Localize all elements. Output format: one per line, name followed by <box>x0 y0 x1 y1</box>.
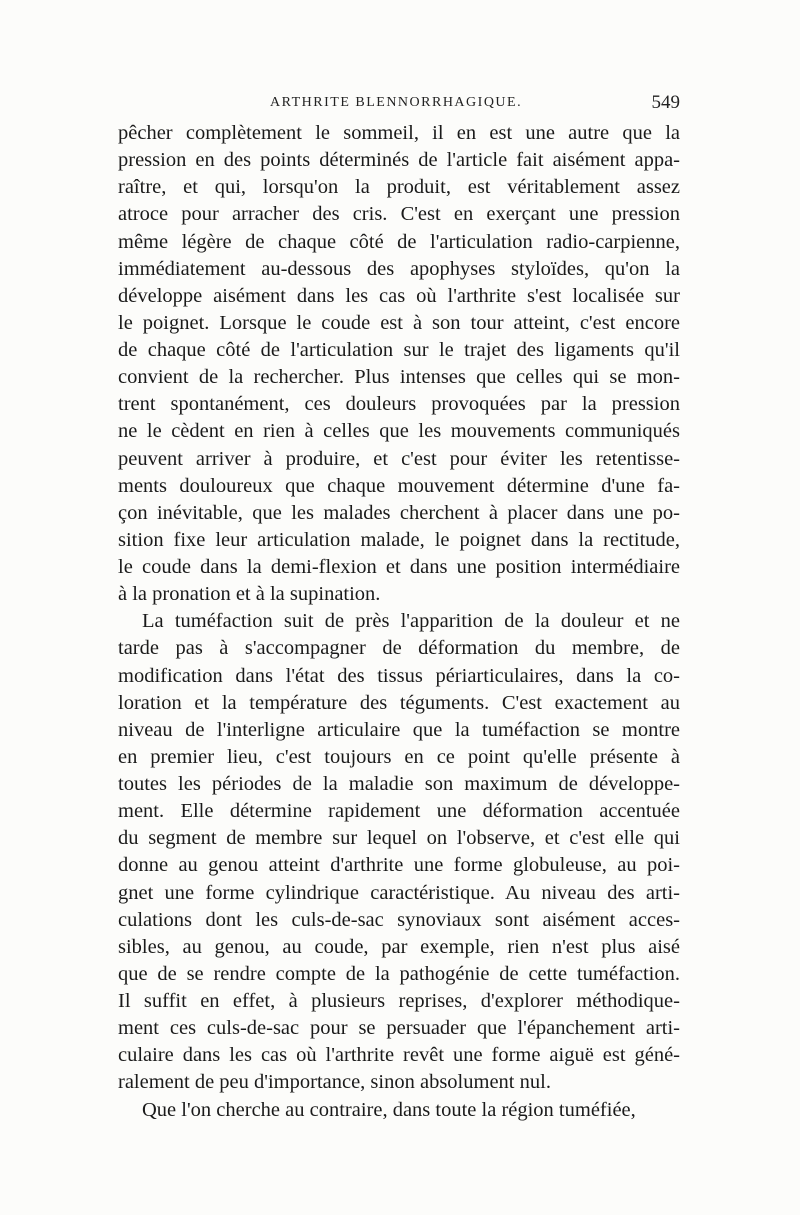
text-line: ments douloureux que chaque mouvement détermine d'une fa- <box>118 474 680 497</box>
text-line: sibles, au genou, au coude, par exemple, rien n'est plus aisé <box>118 935 680 958</box>
text-line: convient de la rechercher. Plus intenses que celles qui se mon- <box>118 366 680 389</box>
text-line: du segment de membre sur lequel on l'observe, et c'est elle qui <box>118 827 680 850</box>
text-line: que de se rendre compte de la pathogénie de cette tuméfaction. <box>118 962 680 985</box>
text-line: donne au genou atteint d'arthrite une forme globuleuse, au poi- <box>118 854 680 877</box>
text-line: à la pronation et à la supination. <box>118 583 381 606</box>
page-number: 549 <box>651 92 680 113</box>
text-line: çon inévitable, que les malades cherchent à placer dans une po- <box>118 501 680 524</box>
text-line: gnet une forme cylindrique caractéristique. Au niveau des arti- <box>118 881 680 904</box>
body-text <box>118 120 680 1124</box>
text-line: pression en des points déterminés de l'article fait aisément appa- <box>118 149 680 172</box>
text-line: tarde pas à s'accompagner de déformation du membre, de <box>118 637 680 660</box>
text-line: modification dans l'état des tissus périarticulaires, dans la co- <box>118 664 680 687</box>
text-line: Il suffit en effet, à plusieurs reprises, d'explorer méthodique- <box>118 990 680 1012</box>
text-line: le coude dans la demi-flexion et dans une position intermédiaire <box>118 556 680 578</box>
text-line: en premier lieu, c'est toujours en ce point qu'elle présente à <box>118 745 680 768</box>
text-line: pêcher complètement le sommeil, il en est une autre que la <box>118 122 680 144</box>
text-line: développe aisément dans les cas où l'arthrite s'est localisée sur <box>118 284 680 307</box>
text-line: atroce pour arracher des cris. C'est en exerçant une pression <box>118 203 680 226</box>
text-line: ment. Elle détermine rapidement une déformation accentuée <box>118 800 680 823</box>
text-line: ment ces culs-de-sac pour se persuader que l'épanchement arti- <box>118 1017 680 1040</box>
text-line: La tuméfaction suit de près l'apparition de la douleur et ne <box>142 610 680 633</box>
text-line: ralement de peu d'importance, sinon absolument nul. <box>118 1071 551 1094</box>
text-line: trent spontanément, ces douleurs provoquées par la pression <box>118 393 680 416</box>
text-line: peuvent arriver à produire, et c'est pour éviter les retentisse- <box>118 447 680 470</box>
text-line: de chaque côté de l'articulation sur le trajet des ligaments qu'il <box>118 339 680 361</box>
text-line: le poignet. Lorsque le coude est à son tour atteint, c'est encore <box>118 311 680 334</box>
text-line: immédiatement au-dessous des apophyses styloïdes, qu'on la <box>118 257 680 280</box>
text-line: toutes les périodes de la maladie son maximum de développe- <box>118 773 680 795</box>
running-title: ARTHRITE BLENNORRHAGIQUE. <box>270 95 523 110</box>
text-line: culations dont les culs-de-sac synoviaux sont aisément acces- <box>118 908 680 931</box>
text-line: sition fixe leur articulation malade, le poignet dans la rectitude, <box>118 528 680 551</box>
text-line: raître, et qui, lorsqu'on la produit, est véritablement assez <box>118 176 680 199</box>
text-line: Que l'on cherche au contraire, dans toute la région tuméfiée, <box>142 1098 636 1121</box>
text-line: ne le cèdent en rien à celles que les mouvements communiqués <box>118 420 680 443</box>
text-line: niveau de l'interligne articulaire que la tuméfaction se montre <box>118 718 680 741</box>
text-line: culaire dans les cas où l'arthrite revêt une forme aiguë est géné- <box>118 1044 680 1067</box>
text-line: loration et la température des téguments. C'est exactement au <box>118 691 680 714</box>
text-line: même légère de chaque côté de l'articulation radio-carpienne, <box>118 230 680 253</box>
running-head <box>118 92 680 119</box>
